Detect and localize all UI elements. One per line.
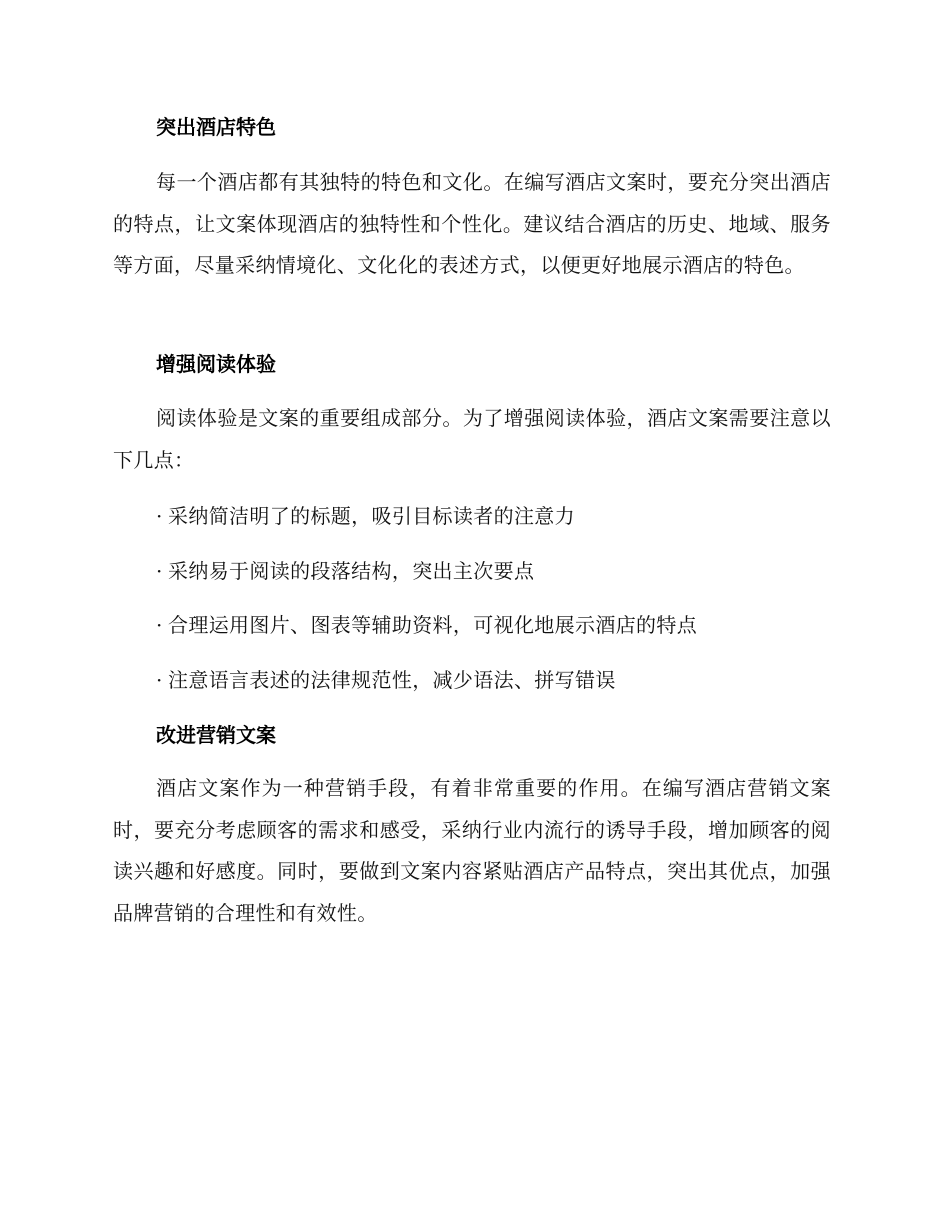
section-paragraph-marketing-copy: 酒店文案作为一种营销手段，有着非常重要的作用。在编写酒店营销文案时，要充分考虑顾客的需求和感受，采纳行业内流行的诱导手段，增加顾客的阅读兴趣和好感度。同时，要做到文案内容紧贴酒店产品特点，突出其优点，加强品牌营销的合理性和有效性。 [113, 776, 831, 925]
bullet-marker: · [156, 668, 163, 692]
bullet-marker: · [156, 559, 163, 583]
bullet-marker: · [156, 613, 163, 637]
list-item-text: 注意语言表述的法律规范性，减少语法、拼写错误 [168, 668, 616, 692]
list-item [156, 557, 534, 585]
section-heading-marketing-copy: 改进营销文案 [156, 723, 276, 747]
list-item [156, 666, 616, 694]
bullet-marker: · [156, 504, 163, 528]
list-item [156, 611, 697, 639]
list-item-text: 合理运用图片、图表等辅助资料，可视化地展示酒店的特点 [168, 613, 698, 637]
section-paragraph-hotel-features: 每一个酒店都有其独特的特色和文化。在编写酒店文案时，要充分突出酒店的特点，让文案体现酒店的独特性和个性化。建议结合酒店的历史、地域、服务等方面，尽量采纳情境化、文化化的表述方式，以便更好地展示酒店的特色。 [113, 170, 831, 277]
list-item-text: 采纳简洁明了的标题，吸引目标读者的注意力 [168, 504, 575, 528]
list-item-text: 采纳易于阅读的段落结构，突出主次要点 [168, 559, 535, 583]
section-heading-reading-experience: 增强阅读体验 [156, 352, 276, 376]
section-paragraph-reading-experience: 阅读体验是文案的重要组成部分。为了增强阅读体验，酒店文案需要注意以下几点： [113, 406, 831, 472]
list-item [156, 502, 575, 530]
section-heading-hotel-features: 突出酒店特色 [156, 115, 276, 139]
